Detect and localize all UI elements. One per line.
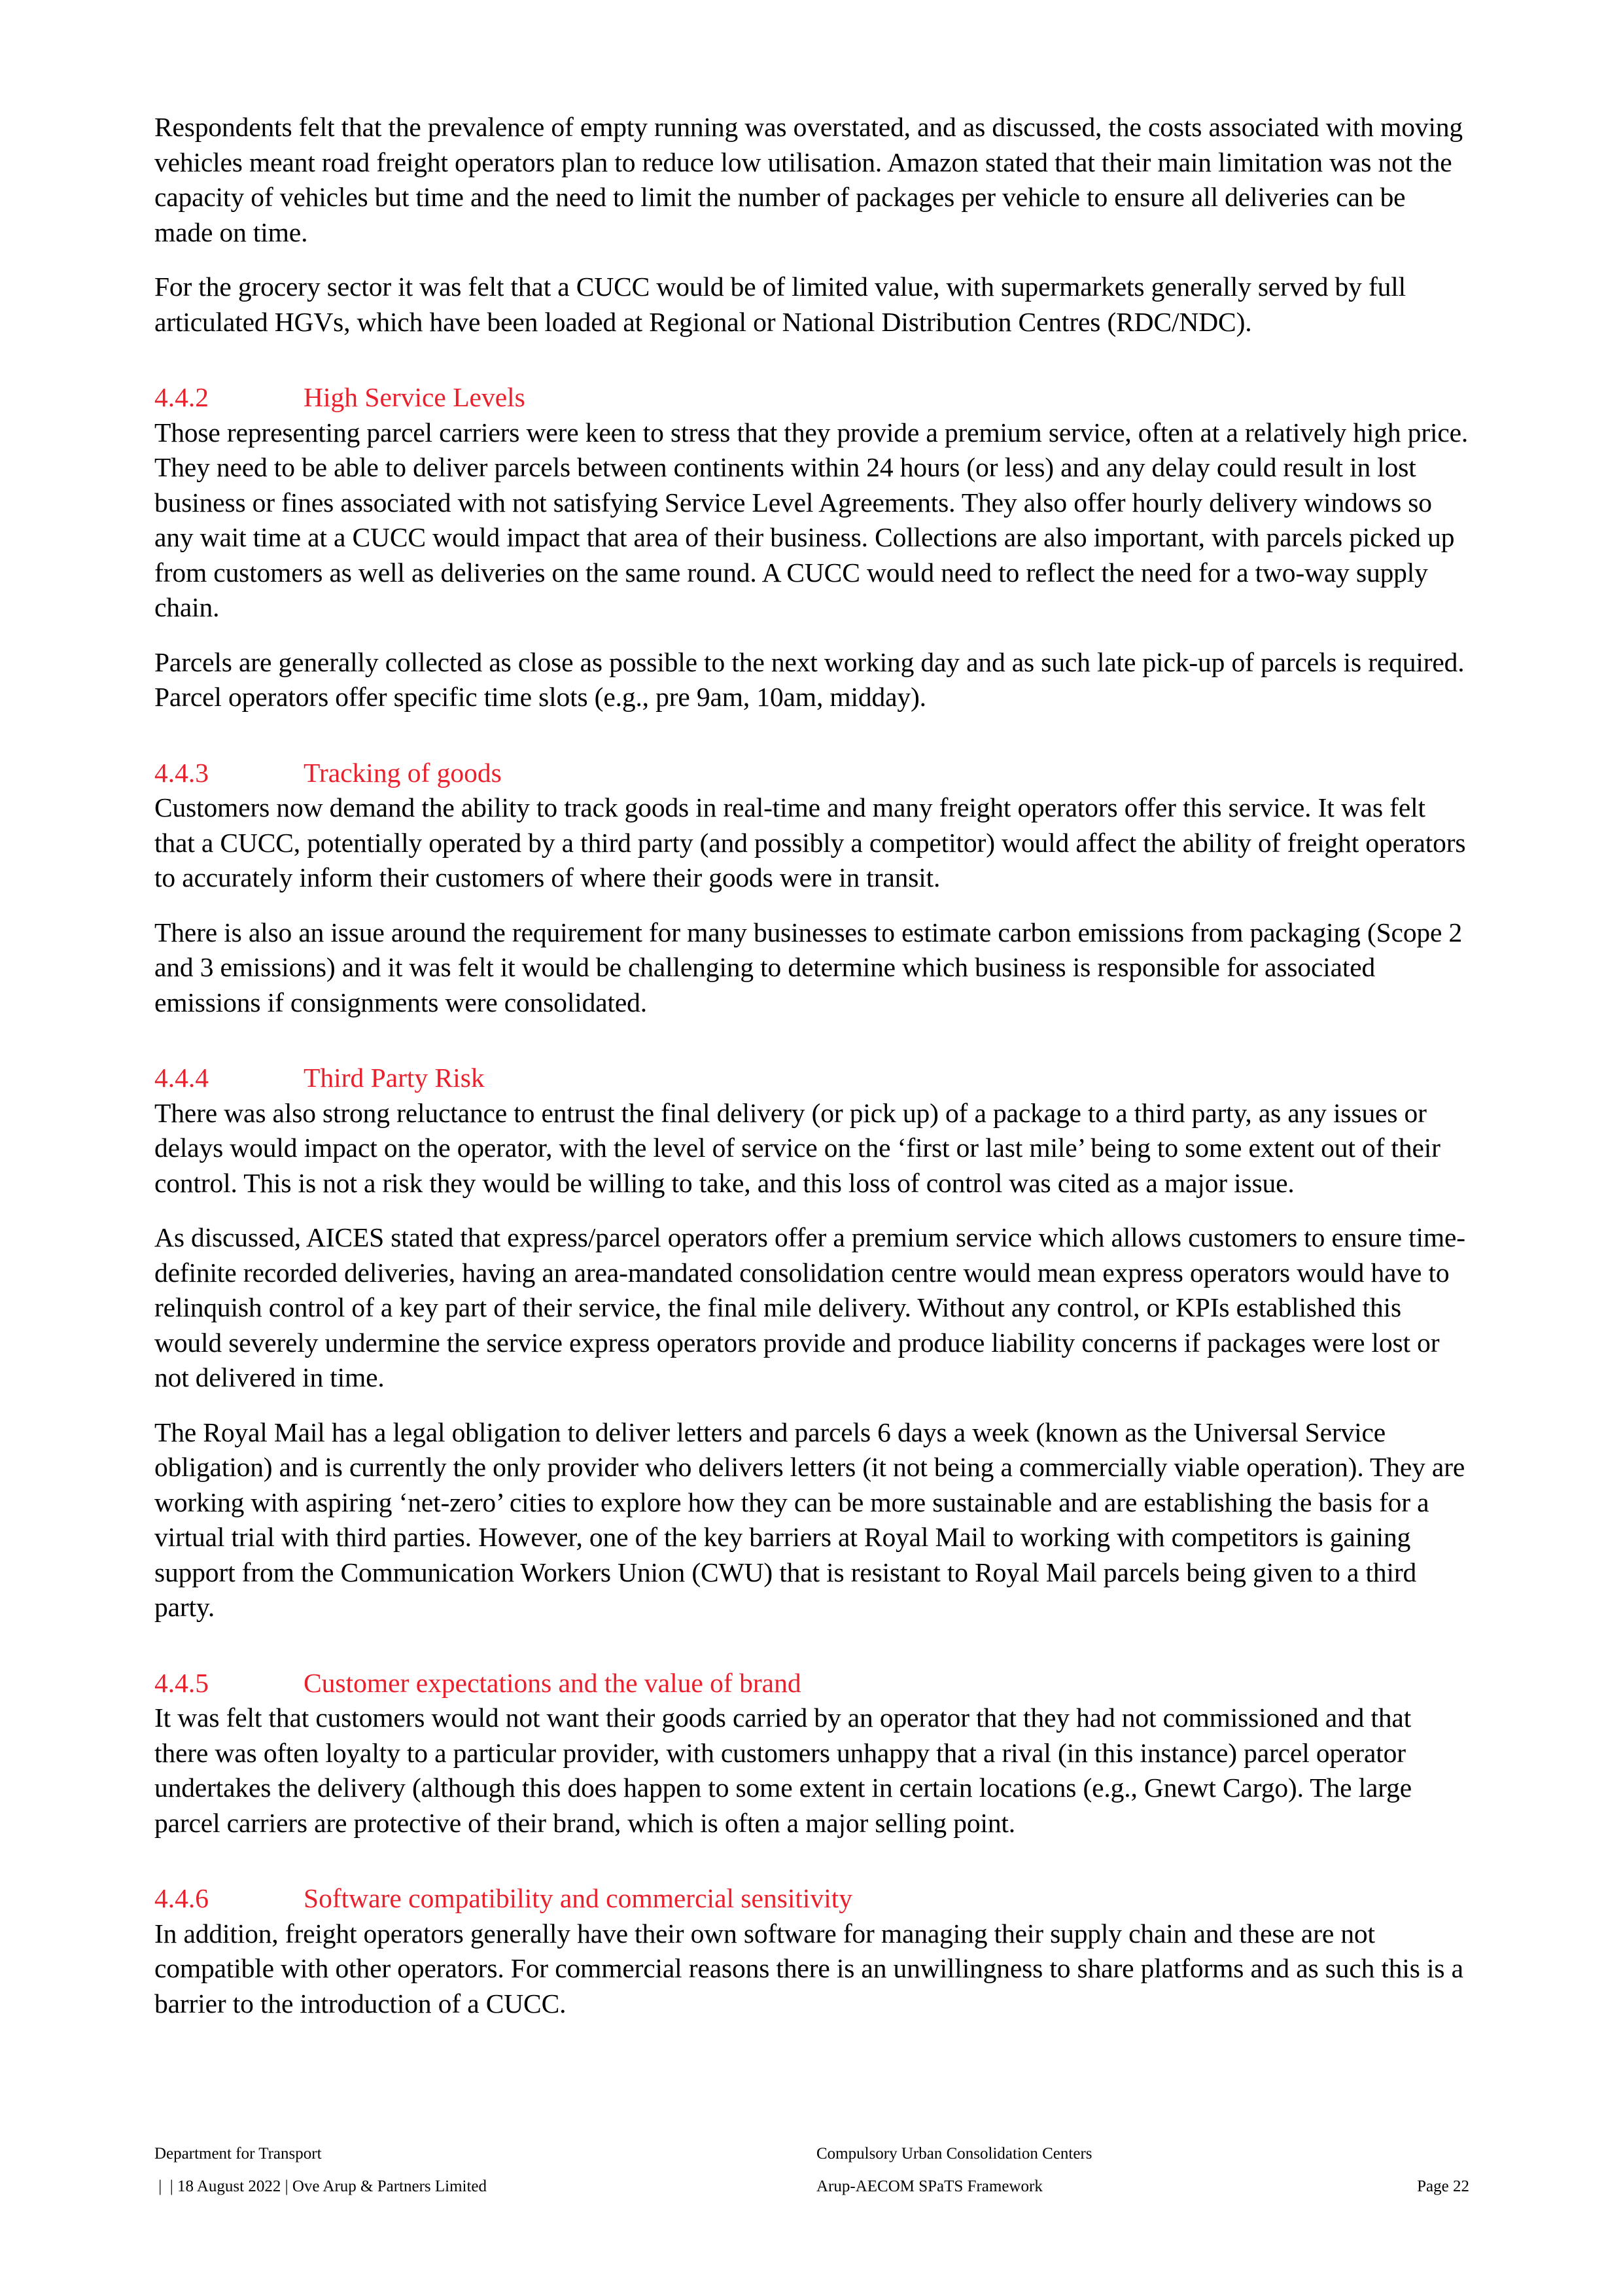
footer-project: Compulsory Urban Consolidation Centers [816, 2145, 1092, 2163]
section-heading-4-4-5 [154, 1666, 1469, 1701]
section-title: Software compatibility and commercial sensitivity [304, 1883, 853, 1913]
section-title: Customer expectations and the value of brand [304, 1667, 801, 1698]
paragraph: Customers now demand the ability to track goods in real-time and many freight operators offer this service. It was felt that a CUCC, potentially operated by a third party (and possibly a competitor) would affect the ability of freight operators to accurately inform their customers of where their goods were in transit. [154, 792, 1466, 892]
section-number: 4.4.6 [154, 1883, 209, 1913]
section-number: 4.4.4 [154, 1063, 209, 1093]
page-number: Page 22 [1417, 2178, 1469, 2195]
section-heading-4-4-2 [154, 380, 1469, 415]
footer-framework: Arup-AECOM SPaTS Framework [816, 2178, 1043, 2195]
paragraph: There was also strong reluctance to entrust the final delivery (or pick up) of a package to a third party, as any issues or delays would impact on the operator, with the level of service on the ‘first or last mile’ being to some extent out of their control. This is not a risk they would be willing to take, and this loss of control was cited as a major issue. [154, 1097, 1440, 1198]
section-number: 4.4.2 [154, 382, 209, 412]
section-heading-4-4-4 [154, 1061, 1469, 1096]
section-title: Third Party Risk [304, 1063, 485, 1093]
paragraph: In addition, freight operators generally have their own software for managing their supply chain and these are not compatible with other operators. For commercial reasons there is an unwillingness to share platforms and as such this is a barrier to the introduction of a CUCC. [154, 1918, 1463, 2019]
section-heading-4-4-3 [154, 756, 1469, 791]
paragraph: There is also an issue around the requirement for many businesses to estimate carbon emissions from packaging (Scope 2 and 3 emissions) and it was felt it would be challenging to determine which business is responsible for associated emissions if consignments were consolidated. [154, 917, 1463, 1017]
paragraph: Respondents felt that the prevalence of empty running was overstated, and as discussed, the costs associated with moving vehicles meant road freight operators plan to reduce low utilisation. Amazon stated that their main limitation was not the capacity of vehicles but time and the need to limit the number of packages per vehicle to ensure all deliveries can be made on time. [154, 112, 1463, 247]
footer-client: Department for Transport [154, 2145, 322, 2163]
paragraph: Parcels are generally collected as close as possible to the next working day and as such late pick-up of parcels is required. Parcel operators offer specific time slots (e.g., pre 9am, 10am, midday). [154, 646, 1465, 712]
section-number: 4.4.5 [154, 1667, 209, 1698]
paragraph: As discussed, AICES stated that express/parcel operators offer a premium service which allows customers to ensure time-definite recorded deliveries, having an area-mandated consolidation centre would mean express operators would have to relinquish control of a key part of their service, the final mile delivery. Without any control, or KPIs established this would severely undermine the service express operators provide and produce liability concerns if packages were lost or not delivered in time. [154, 1222, 1465, 1392]
section-number: 4.4.3 [154, 757, 209, 788]
paragraph: The Royal Mail has a legal obligation to deliver letters and parcels 6 days a week (known as the Universal Service obligation) and is currently the only provider who delivers letters (it not being a commercially viable operation). They are working with aspiring ‘net-zero’ cities to explore how they can be more sustainable and are establishing the basis for a virtual trial with third parties. However, one of the key barriers at Royal Mail to working with competitors is gaining support from the Communication Workers Union (CWU) that is resistant to Royal Mail parcels being given to a third party. [154, 1417, 1465, 1622]
section-heading-4-4-6 [154, 1881, 1469, 1916]
section-title: High Service Levels [304, 382, 525, 412]
paragraph: It was felt that customers would not want their goods carried by an operator that they had not commissioned and that there was often loyalty to a particular provider, with customers unhappy that a rival (in this instance) parcel operator undertakes the delivery (although this does happen to some extent in certain locations (e.g., Gnewt Cargo). The large parcel carriers are protective of their brand, which is often a major selling point. [154, 1703, 1412, 1838]
body-content [154, 110, 1469, 2041]
section-title: Tracking of goods [304, 757, 502, 788]
footer-date-line: | | 18 August 2022 | Ove Arup & Partners Limited [154, 2178, 487, 2195]
paragraph: For the grocery sector it was felt that a CUCC would be of limited value, with supermarkets generally served by full articulated HGVs, which have been loaded at Regional or National Distribution Centres (RDC/NDC). [154, 272, 1406, 337]
paragraph: Those representing parcel carriers were keen to stress that they provide a premium service, often at a relatively high price. They need to be able to deliver parcels between continents within 24 hours (or less) and any delay could result in lost business or fines associated with not satisfying Service Level Agreements. They also offer hourly delivery windows so any wait time at a CUCC would impact that area of their business. Collections are also important, with parcels picked up from customers as well as deliveries on the same round. A CUCC would need to reflect the need for a two-way supply chain. [154, 417, 1469, 622]
